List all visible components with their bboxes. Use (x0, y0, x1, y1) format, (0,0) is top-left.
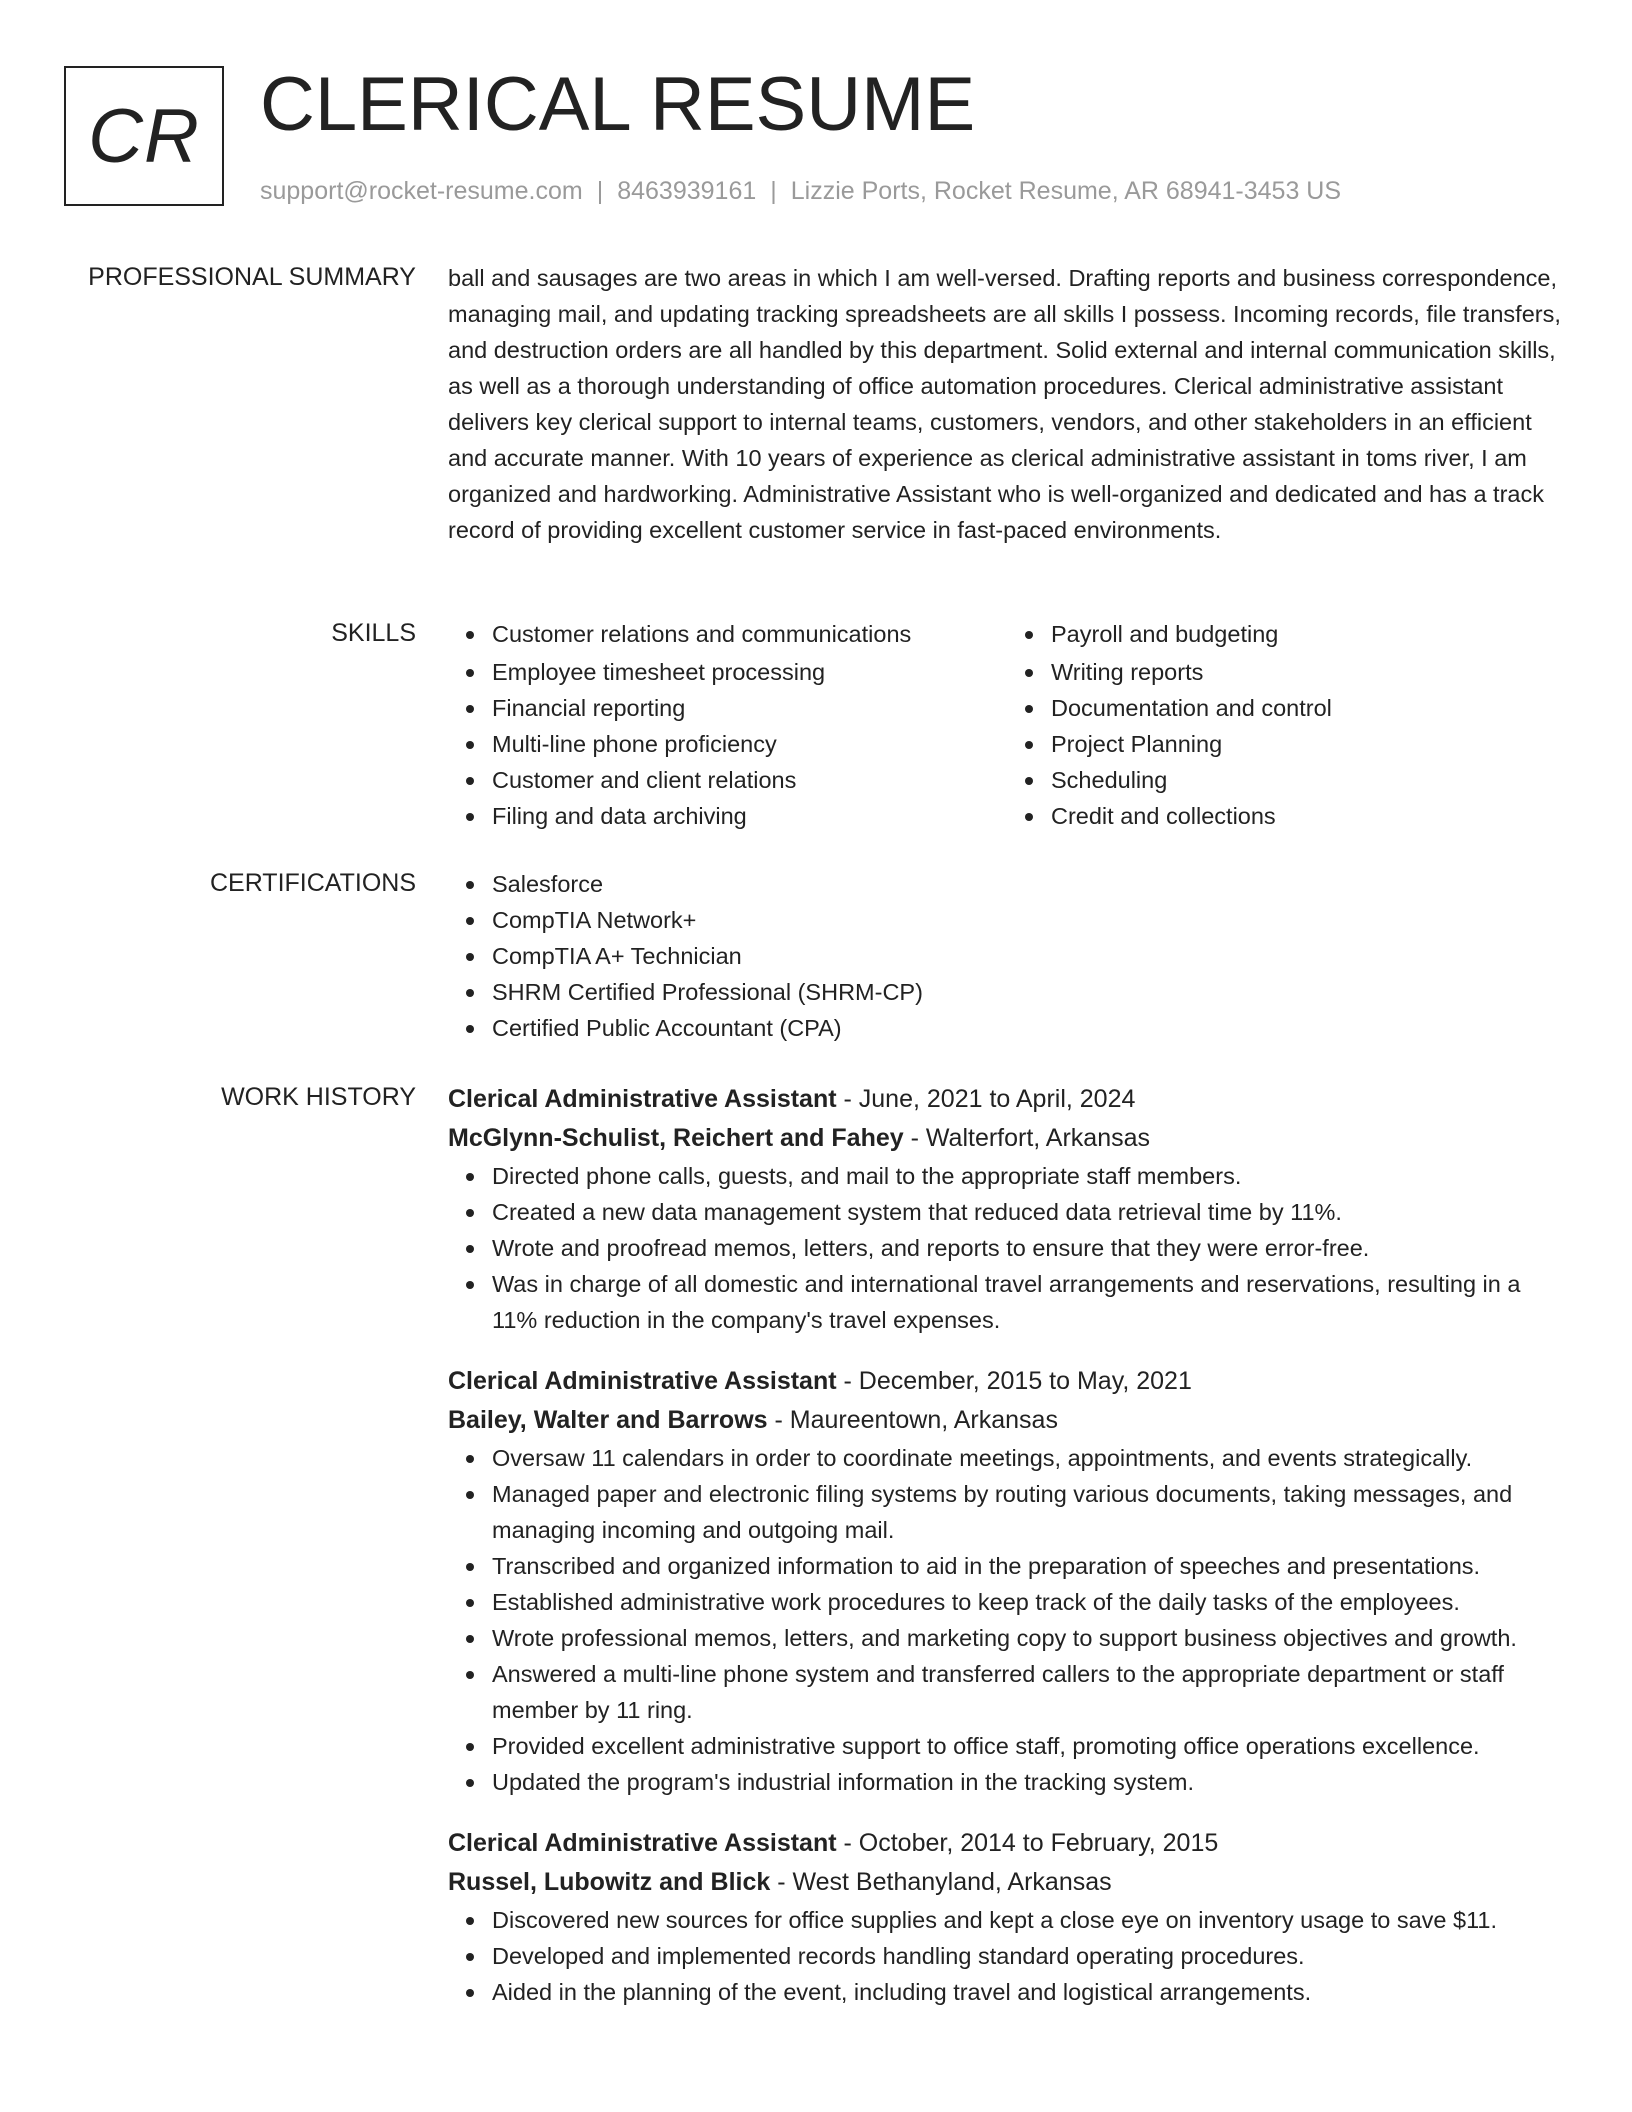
summary-text: ball and sausages are two areas in which I am well-versed. Drafting reports and business correspondence, managing mail, and updating tracking spreadsheets are all skills I possess. Incoming records, file transfers, and destruction orders are all handled by this department. Solid external and internal communication skills, as well as a thorough understanding of office automation procedures. Clerical administrative assistant delivers key clerical support to internal teams, customers, vendors, and other stakeholders in an efficient and accurate manner. With 10 years of experience as clerical administrative assistant in toms river, I am organized and hardworking. Administrative Assistant who is well-organized and dedicated and has a track record of providing excellent customer service in fast-paced environments. (448, 265, 1561, 543)
job-duty-item: Wrote and proofread memos, letters, and reports to ensure that they were error-free. (492, 1230, 1566, 1266)
skill-item: Credit and collections (1051, 798, 1566, 834)
contact-line (260, 174, 1341, 208)
skills-grid (448, 616, 1566, 834)
skills-list-left (448, 616, 1007, 834)
contact-address: Lizzie Ports, Rocket Resume, AR 68941-3453 US (790, 177, 1342, 205)
job-duties-list (448, 1158, 1566, 1338)
skill-item: Writing reports (1051, 654, 1566, 690)
certification-item: CompTIA Network+ (492, 902, 1566, 938)
job-entry (448, 1824, 1566, 2010)
job-company-line (448, 1401, 1566, 1440)
job-dates: - December, 2015 to May, 2021 (836, 1367, 1192, 1395)
certification-item: SHRM Certified Professional (SHRM-CP) (492, 974, 1566, 1010)
job-duty-item: Transcribed and organized information to aid in the preparation of speeches and presentations. (492, 1548, 1566, 1584)
certification-item: Certified Public Accountant (CPA) (492, 1010, 1566, 1046)
job-title-line (448, 1080, 1566, 1119)
job-duties-list (448, 1440, 1566, 1800)
skill-item: Documentation and control (1051, 690, 1566, 726)
job-duty-item: Was in charge of all domestic and international travel arrangements and reservations, resulting in a 11% reduction in the company's travel expenses. (492, 1266, 1566, 1338)
job-entry (448, 1362, 1566, 1800)
skill-item: Customer relations and communications (492, 616, 1007, 652)
job-duty-item: Aided in the planning of the event, including travel and logistical arrangements. (492, 1974, 1566, 2010)
job-company: Russel, Lubowitz and Blick (448, 1868, 771, 1896)
job-title: Clerical Administrative Assistant (448, 1085, 837, 1113)
job-duty-item: Directed phone calls, guests, and mail to the appropriate staff members. (492, 1158, 1566, 1194)
resume-header (64, 62, 1564, 216)
job-duty-item: Discovered new sources for office supplies and kept a close eye on inventory usage to save $11. (492, 1902, 1566, 1938)
skill-item: Employee timesheet processing (492, 654, 1007, 690)
page-title: CLERICAL RESUME (260, 62, 976, 147)
section-label-summary: PROFESSIONAL SUMMARY (88, 263, 416, 291)
job-duty-item: Developed and implemented records handling standard operating procedures. (492, 1938, 1566, 1974)
job-location: - Walterfort, Arkansas (903, 1124, 1151, 1152)
skill-item: Project Planning (1051, 726, 1566, 762)
job-company-line (448, 1863, 1566, 1902)
job-duty-item: Established administrative work procedures to keep track of the daily tasks of the employees. (492, 1584, 1566, 1620)
job-title-line (448, 1824, 1566, 1863)
certifications-body (448, 866, 1566, 1046)
contact-separator: | (596, 177, 604, 205)
skill-item: Filing and data archiving (492, 798, 1007, 834)
job-duty-item: Answered a multi-line phone system and transferred callers to the appropriate department or staff member by 11 ring. (492, 1656, 1566, 1728)
job-duties-list (448, 1902, 1566, 2010)
section-label-certifications: CERTIFICATIONS (209, 869, 416, 897)
job-company-line (448, 1119, 1566, 1158)
skill-item: Payroll and budgeting (1051, 616, 1566, 652)
skills-body (448, 616, 1566, 834)
skill-item: Customer and client relations (492, 762, 1007, 798)
work-history-body (448, 1080, 1566, 2034)
section-label-skills: SKILLS (331, 619, 416, 647)
job-title-line (448, 1362, 1566, 1401)
job-location: - Maureentown, Arkansas (767, 1406, 1058, 1434)
contact-separator: | (770, 177, 777, 205)
section-label-work-history: WORK HISTORY (221, 1083, 416, 1111)
certification-item: Salesforce (492, 866, 1566, 902)
job-company: Bailey, Walter and Barrows (448, 1406, 768, 1434)
job-duty-item: Oversaw 11 calendars in order to coordinate meetings, appointments, and events strategically. (492, 1440, 1566, 1476)
contact-phone: 8463939161 (617, 177, 757, 205)
monogram-logo: CR (64, 66, 224, 206)
job-dates: - October, 2014 to February, 2015 (836, 1829, 1219, 1857)
job-location: - West Bethanyland, Arkansas (770, 1868, 1112, 1896)
job-duty-item: Updated the program's industrial information in the tracking system. (492, 1764, 1566, 1800)
contact-email: support@rocket-resume.com (260, 177, 583, 205)
job-duty-item: Managed paper and electronic filing systems by routing various documents, taking messages, and managing incoming and outgoing mail. (492, 1476, 1566, 1548)
job-title: Clerical Administrative Assistant (448, 1829, 837, 1857)
job-company: McGlynn-Schulist, Reichert and Fahey (448, 1124, 904, 1152)
job-duty-item: Created a new data management system that reduced data retrieval time by 11%. (492, 1194, 1566, 1230)
job-entry (448, 1080, 1566, 1338)
skill-item: Financial reporting (492, 690, 1007, 726)
job-dates: - June, 2021 to April, 2024 (836, 1085, 1136, 1113)
certification-item: CompTIA A+ Technician (492, 938, 1566, 974)
job-duty-item: Wrote professional memos, letters, and marketing copy to support business objectives and growth. (492, 1620, 1566, 1656)
skills-list-right (1007, 616, 1566, 834)
certifications-list (448, 866, 1566, 1046)
job-title: Clerical Administrative Assistant (448, 1367, 837, 1395)
summary-body (448, 260, 1566, 548)
job-duty-item: Provided excellent administrative support to office staff, promoting office operations excellence. (492, 1728, 1566, 1764)
skill-item: Scheduling (1051, 762, 1566, 798)
skill-item: Multi-line phone proficiency (492, 726, 1007, 762)
